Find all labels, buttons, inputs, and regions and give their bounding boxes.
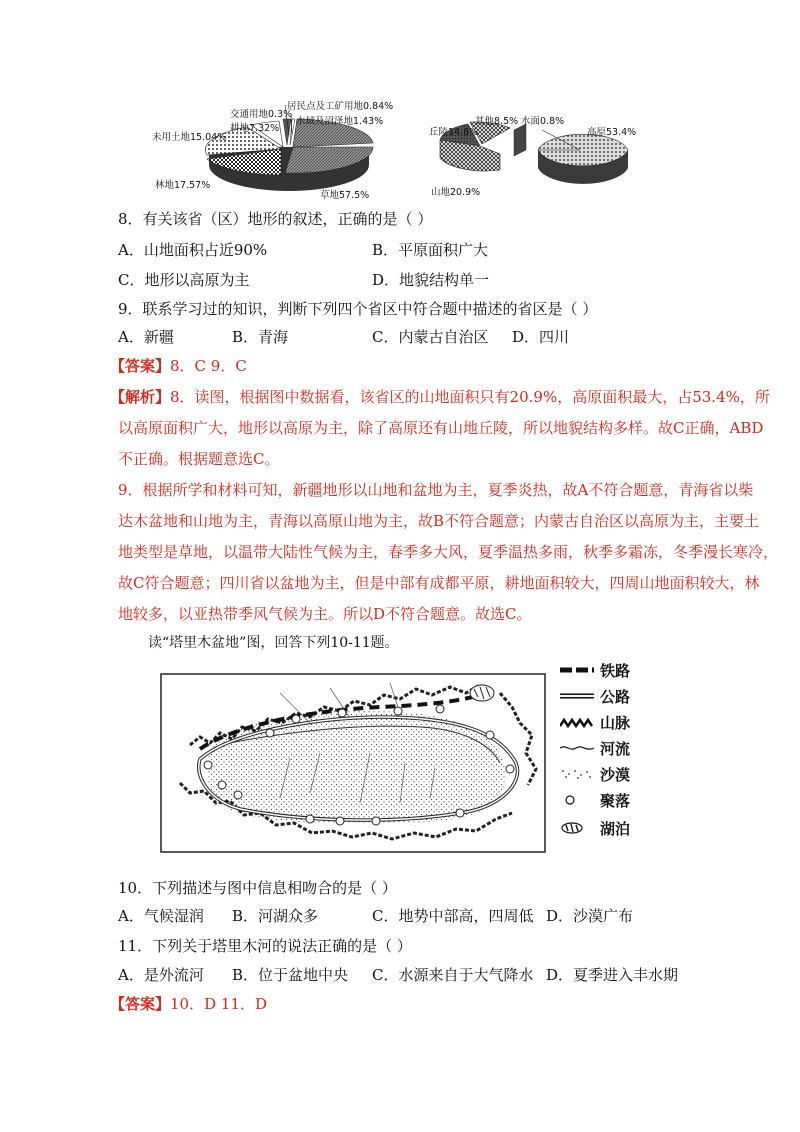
slice-water-surface: [514, 124, 526, 156]
label-mountain: 山地20.9%: [431, 187, 481, 198]
analysis-line-1: [110, 387, 770, 407]
q11-option-d: D．夏季进入丰水期: [546, 966, 679, 984]
answer2-tag: 【答案】: [110, 995, 171, 1013]
label-water-surface: 水面0.8%: [521, 116, 565, 127]
label-transport: 交通用地0.3%: [230, 109, 293, 120]
answer-text: 8．C 9．C: [170, 357, 247, 375]
label-forest: 林地17.57%: [155, 180, 211, 191]
q8-option-a: A．山地面积占近90%: [118, 241, 268, 259]
q11-option-c: C．水源来自于大气降水: [372, 966, 534, 984]
analysis-line-8: 地较多，以亚热带季风气候为主。所以D不符合题意。故选C。: [118, 605, 532, 623]
label-unused-land: 未用土地15.04%: [152, 132, 227, 143]
q9-option-b: B．青海: [232, 328, 289, 346]
q11-stem: 11．下列关于塔里木河的说法正确的是（ ）: [118, 937, 412, 955]
q10-option-b: B．河湖众多: [232, 907, 319, 925]
analysis-text-1: 8．读图，根据图中数据看，该省区的山地面积只有20.9%，高原面积最大，占53.4%，所: [170, 388, 770, 406]
desert-icon: [560, 768, 594, 780]
q9-stem: 9．联系学习过的知识，判断下列四个省区中符合题中描述的省区是（ ）: [118, 300, 598, 318]
q9-option-d: D．四川: [512, 328, 570, 346]
q10-option-a: A．气候湿润: [118, 907, 204, 925]
label-other: 其他8.5%: [475, 116, 519, 127]
analysis-line-6: 地类型是草地，以温带大陆性气候为主，春季多大风，夏季温热多雨，秋季多霜冻，冬季漫长寒冷，: [118, 543, 779, 561]
river-icon: [560, 742, 594, 754]
q9-option-c: C．内蒙古自治区: [372, 328, 489, 346]
tarim-basin-map: [160, 673, 546, 853]
analysis-line-2: 以高原面积广大，地形以高原为主，除了高原还有山地丘陵，所以地貌结构多样。故C正确，ABD: [118, 419, 764, 437]
railway-icon: [560, 664, 594, 676]
intro-text: 读“塔里木盆地”图，回答下列10-11题。: [148, 635, 399, 651]
label-grassland: 草地57.5%: [320, 190, 370, 201]
q10-option-d: D．沙漠广布: [546, 907, 634, 925]
analysis-line-5: 达木盆地和山地为主，青海以高原山地为主，故B不符合题意；内蒙古自治区以高原为主，主要土: [118, 512, 760, 530]
road-icon: [560, 690, 594, 702]
q11-option-b: B．位于盆地中央: [232, 966, 349, 984]
q8-option-d: D．地貌结构单一: [372, 271, 490, 289]
label-farmland: 耕地7.32%: [230, 123, 280, 134]
analysis-line-7: 故C符合题意；四川省以盆地为主，但是中部有成都平原，耕地面积较大，四周山地面积较大，林: [118, 574, 760, 592]
answer-10-11: [110, 994, 267, 1014]
analysis-line-3: 不正确。根据题意选C。: [118, 450, 280, 468]
mountain-icon: [560, 716, 594, 728]
q9-option-a: A．新疆: [118, 328, 174, 346]
q11-option-a: A．是外流河: [118, 966, 204, 984]
label-plateau: 高原53.4%: [587, 127, 637, 138]
q8-option-c: C．地形以高原为主: [118, 271, 250, 289]
answer2-text: 10．D 11．D: [170, 995, 268, 1013]
label-water-marsh: 水域及沼泽地1.43%: [296, 116, 384, 127]
label-residential: 居民点及工矿用地0.84%: [287, 101, 394, 112]
answer-tag: 【答案】: [110, 357, 171, 375]
lake-icon: [560, 822, 594, 834]
analysis-line-4: 9．根据所学和材料可知，新疆地形以山地和盆地为主，夏季炎热，故A不符合题意，青海省以柴: [118, 481, 754, 499]
analysis-tag: 【解析】: [110, 388, 171, 406]
settlement-icon: [560, 794, 594, 806]
q10-stem: 10．下列描述与图中信息相吻合的是（ ）: [118, 879, 397, 897]
q10-option-c: C．地势中部高，四周低: [372, 907, 534, 925]
label-hills: 丘陵14.6%: [429, 127, 479, 138]
q8-option-b: B．平原面积广大: [372, 241, 489, 259]
slice-mountain: [440, 140, 500, 171]
q8-stem: 8．有关该省（区）地形的叙述，正确的是（ ）: [118, 210, 433, 228]
slice-water: [283, 119, 291, 145]
answer-8-9: [110, 356, 247, 376]
